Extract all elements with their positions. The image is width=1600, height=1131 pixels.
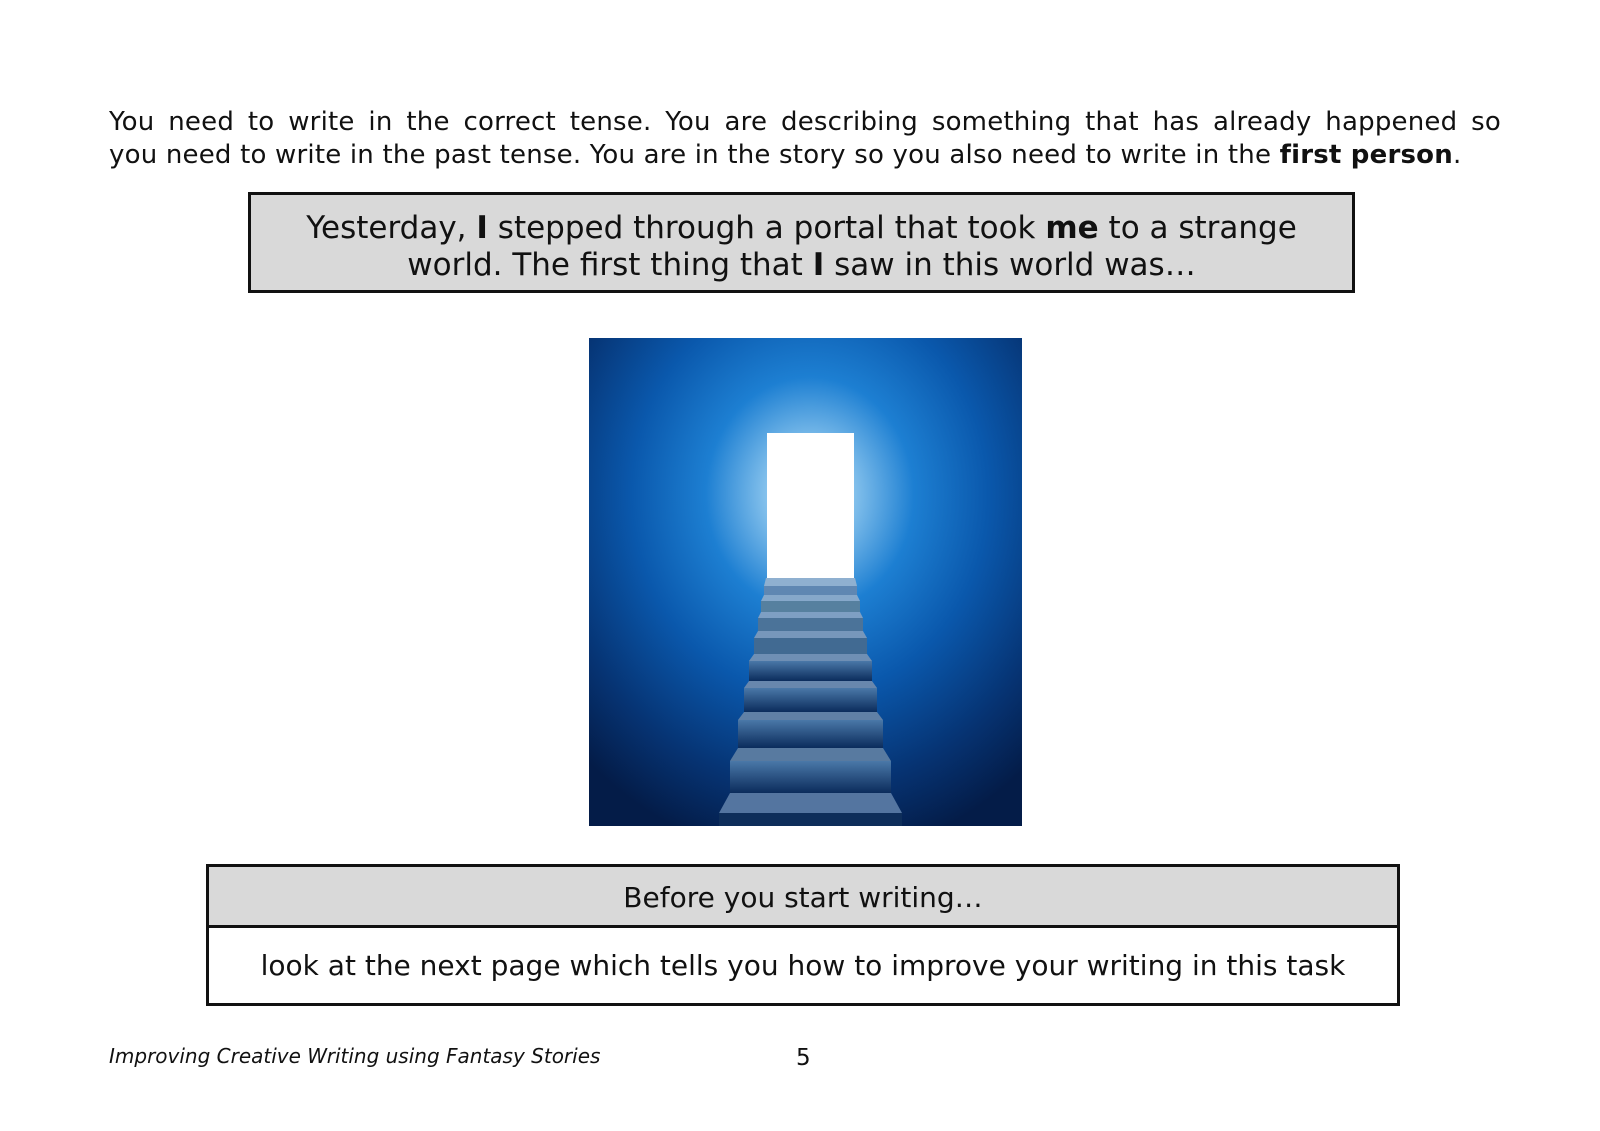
intro-line-2 bbox=[109, 139, 1501, 172]
example-bold-i-2: I bbox=[812, 247, 825, 283]
example-text-4: world. The first thing that bbox=[407, 247, 813, 283]
portal-doorway bbox=[767, 433, 854, 578]
first-person-emphasis: first person bbox=[1279, 140, 1453, 170]
intro-line-1: You need to write in the correct tense. You are describing something that has already happened so bbox=[109, 107, 1501, 137]
example-sentence-box bbox=[248, 192, 1355, 293]
intro-line-2-text: you need to write in the past tense. You are in the story so you also need to write in the bbox=[109, 140, 1280, 170]
example-text-5: saw in this world was… bbox=[824, 247, 1196, 283]
example-bold-i-1: I bbox=[476, 210, 488, 246]
intro-line-2-end: . bbox=[1452, 140, 1462, 170]
example-text-3: to a strange bbox=[1098, 210, 1297, 246]
intro-paragraph bbox=[109, 106, 1501, 172]
footer-title: Improving Creative Writing using Fantasy Stories bbox=[109, 1044, 601, 1068]
tip-box bbox=[206, 864, 1400, 1006]
example-bold-me: me bbox=[1045, 210, 1099, 246]
tip-body: look at the next page which tells you how to improve your writing in this task bbox=[260, 949, 1346, 982]
example-text-1: Yesterday, bbox=[306, 210, 477, 246]
tip-header: Before you start writing… bbox=[209, 867, 1397, 928]
example-text-2: stepped through a portal that took bbox=[487, 210, 1046, 246]
portal-stairs-image bbox=[589, 338, 1022, 826]
page-number: 5 bbox=[796, 1045, 811, 1071]
